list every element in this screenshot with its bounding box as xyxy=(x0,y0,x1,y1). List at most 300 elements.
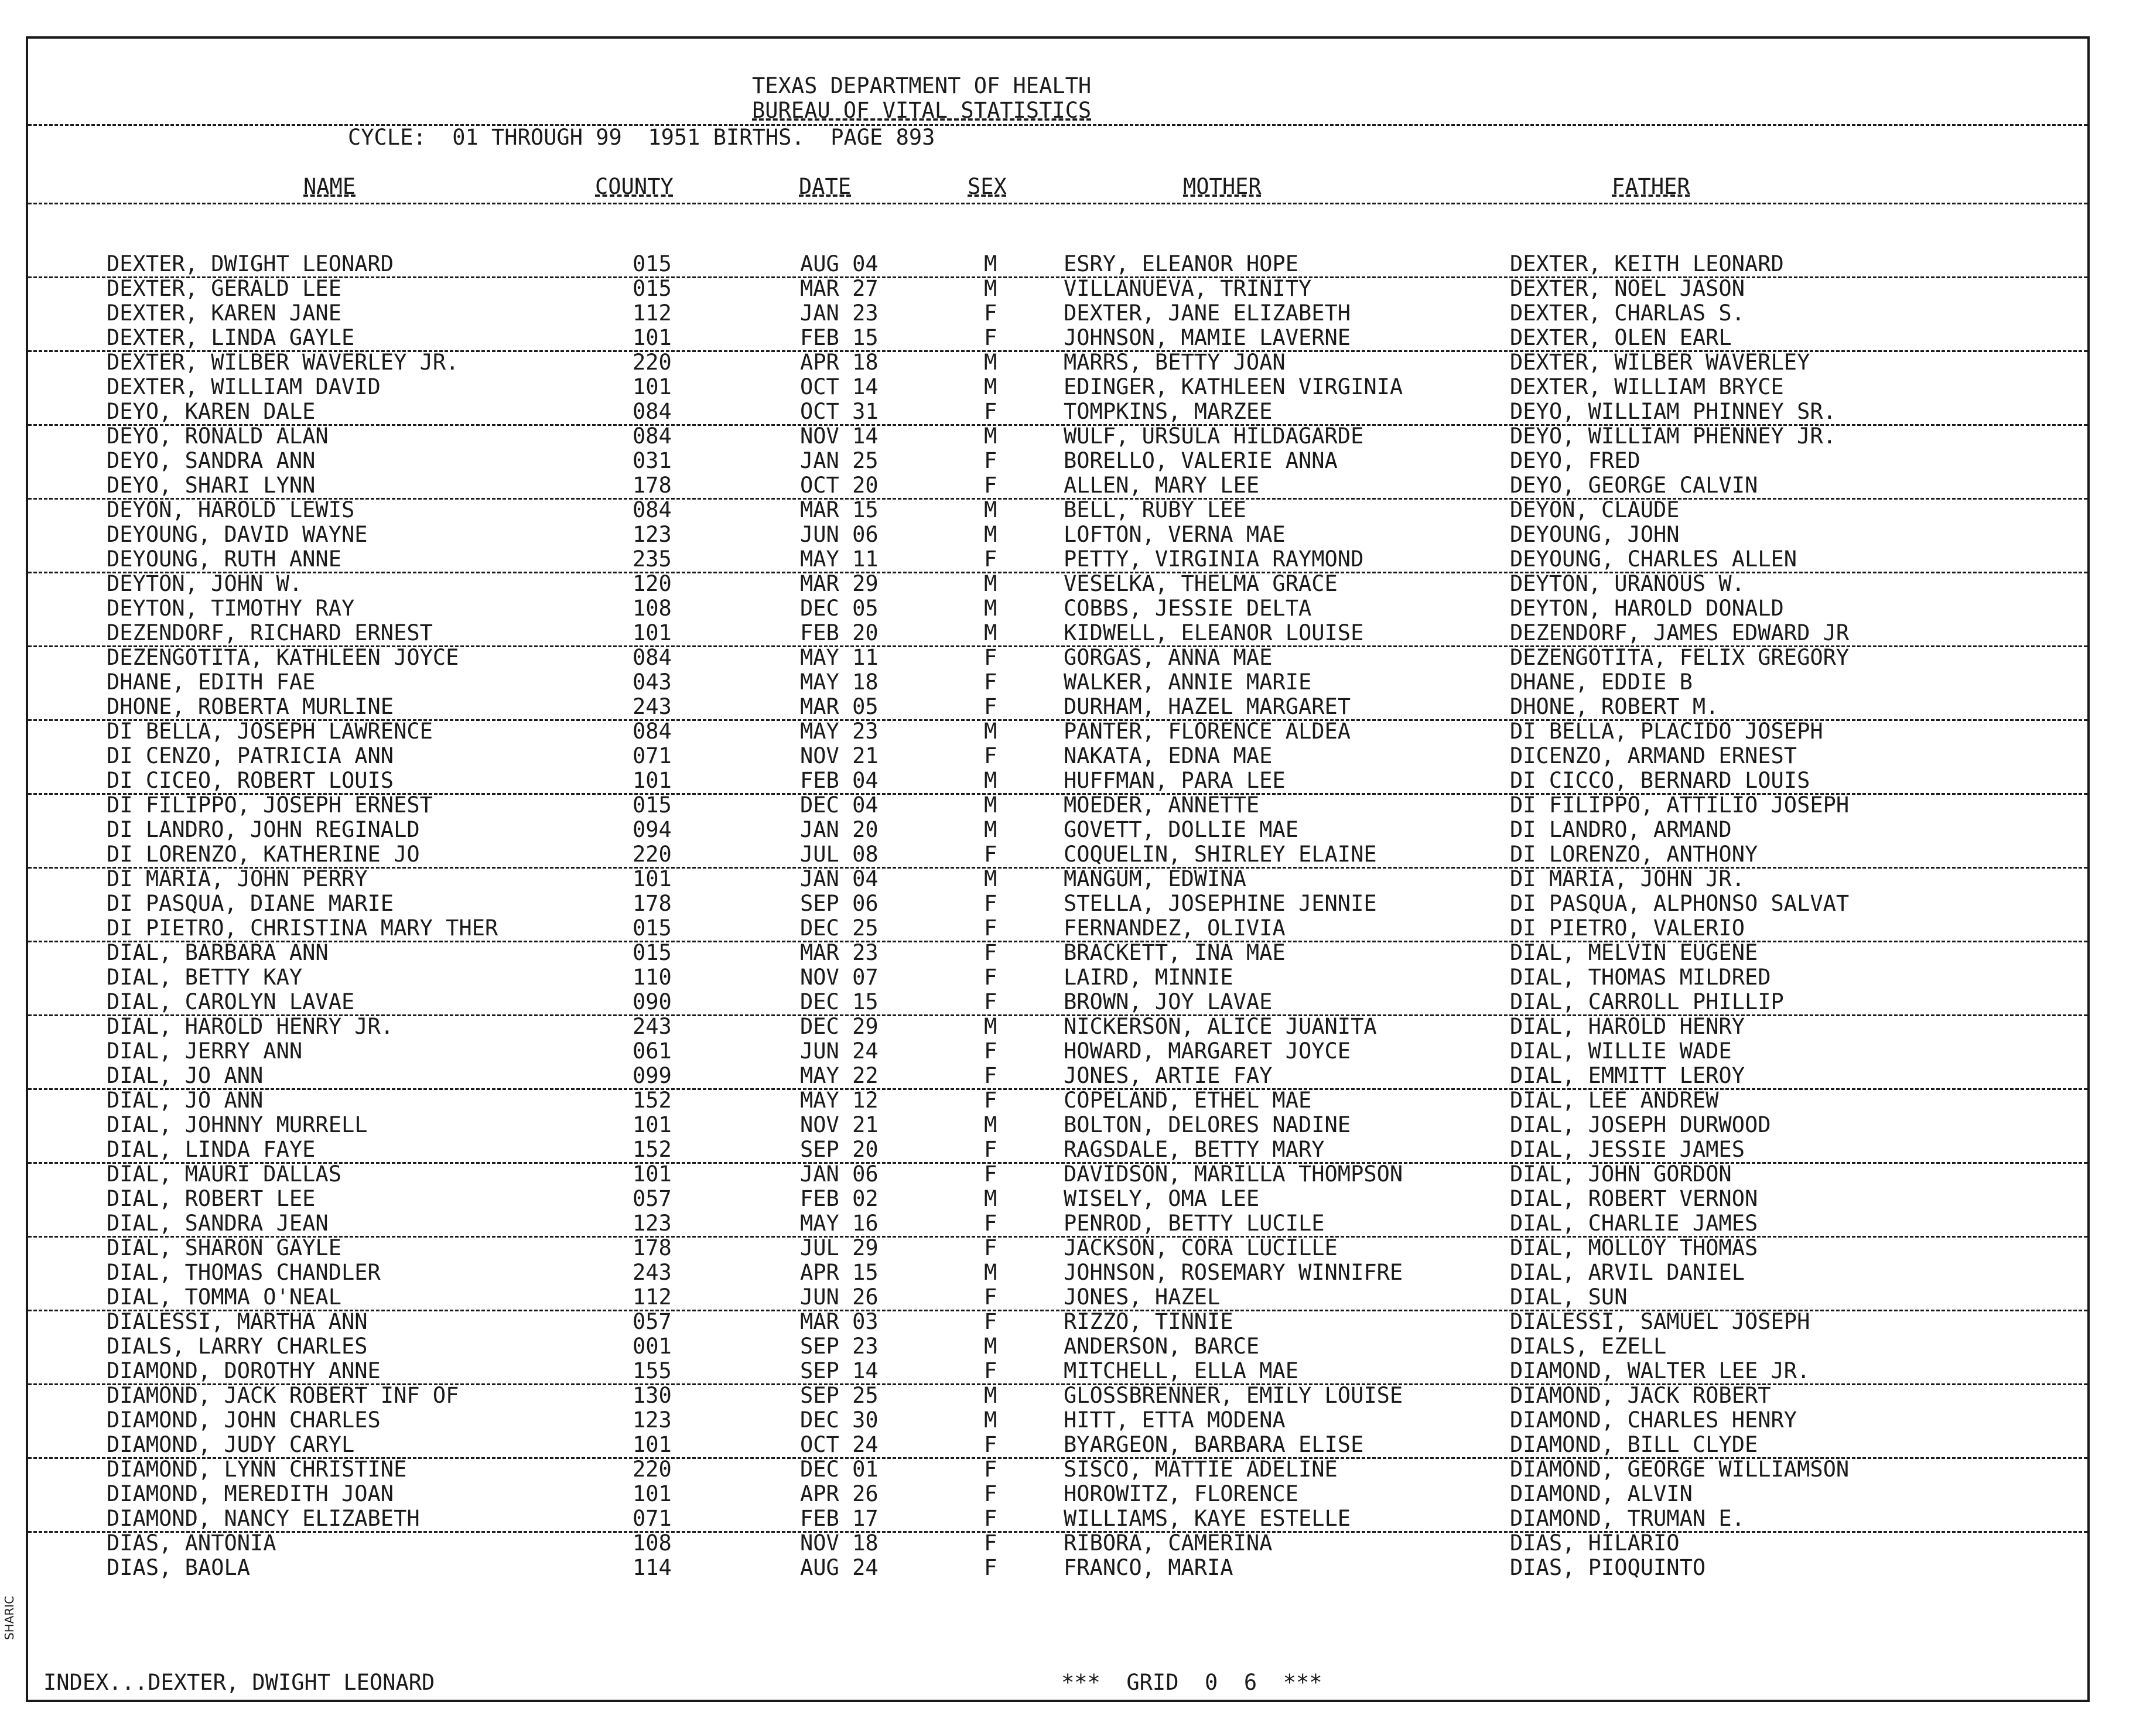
cell-sex: M xyxy=(984,1334,997,1359)
cell-county: 031 xyxy=(633,448,672,473)
cell-father: DIAMOND, WALTER LEE JR. xyxy=(1510,1358,1810,1383)
table-row xyxy=(28,1334,2087,1359)
cell-sex: M xyxy=(984,276,997,301)
cell-sex: M xyxy=(984,1407,997,1433)
table-row xyxy=(28,1506,2087,1533)
cell-mother: JOHNSON, MAMIE LAVERNE xyxy=(1064,325,1351,350)
cell-mother: RIBORA, CAMERINA xyxy=(1064,1530,1273,1556)
cell-mother: NAKATA, EDNA MAE xyxy=(1064,743,1273,768)
column-header-name: NAME xyxy=(303,174,356,199)
cell-father: DIAMOND, CHARLES HENRY xyxy=(1510,1407,1797,1433)
cell-name: DEZENGOTITA, KATHLEEN JOYCE xyxy=(107,645,459,670)
cell-county: 099 xyxy=(633,1063,672,1088)
cell-county: 178 xyxy=(633,891,672,916)
cell-date: MAY 11 xyxy=(800,546,879,572)
cell-date: JUN 26 xyxy=(800,1284,879,1310)
cell-county: 057 xyxy=(633,1309,672,1334)
cell-father: DIAL, CHARLIE JAMES xyxy=(1510,1211,1758,1236)
cell-county: 243 xyxy=(633,1260,672,1285)
cell-date: JUN 06 xyxy=(800,522,879,547)
table-row xyxy=(28,1162,2087,1187)
table-row xyxy=(28,621,2087,647)
cell-sex: F xyxy=(984,1211,997,1236)
cell-county: 015 xyxy=(633,251,672,276)
table-row xyxy=(28,818,2087,842)
cell-mother: LOFTON, VERNA MAE xyxy=(1064,522,1286,547)
cell-county: 178 xyxy=(633,473,672,498)
table-row xyxy=(28,1236,2087,1260)
table-row xyxy=(28,1285,2087,1311)
cell-mother: BELL, RUBY LEE xyxy=(1064,497,1246,522)
cell-name: DEYON, HAROLD LEWIS xyxy=(107,497,355,522)
cell-sex: F xyxy=(984,694,997,719)
cell-name: DIAMOND, MEREDITH JOAN xyxy=(107,1481,394,1506)
cell-county: 220 xyxy=(633,1457,672,1482)
cell-name: DIAL, ROBERT LEE xyxy=(107,1186,316,1211)
table-row xyxy=(28,1457,2087,1482)
cell-mother: JACKSON, CORA LUCILLE xyxy=(1064,1235,1338,1260)
column-header-sex: SEX xyxy=(968,174,1007,199)
cell-sex: F xyxy=(984,300,997,326)
cell-sex: F xyxy=(984,645,997,670)
cell-date: MAY 22 xyxy=(800,1063,879,1088)
cell-father: DEXTER, WILBER WAVERLEY xyxy=(1510,350,1810,375)
cell-mother: HUFFMAN, PARA LEE xyxy=(1064,768,1286,793)
cell-mother: NICKERSON, ALICE JUANITA xyxy=(1064,1014,1377,1039)
column-header-father: FATHER xyxy=(1612,174,1690,199)
table-row xyxy=(28,719,2087,744)
cell-county: 123 xyxy=(633,522,672,547)
cell-mother: GLOSSBRENNER, EMILY LOUISE xyxy=(1064,1383,1403,1408)
cell-name: DEXTER, LINDA GAYLE xyxy=(107,325,355,350)
cell-county: 015 xyxy=(633,792,672,818)
cell-date: MAR 03 xyxy=(800,1309,879,1334)
cell-date: FEB 17 xyxy=(800,1506,879,1531)
cell-mother: BROWN, JOY LAVAE xyxy=(1064,989,1273,1014)
cell-sex: M xyxy=(984,350,997,375)
cell-county: 220 xyxy=(633,350,672,375)
cell-date: JAN 25 xyxy=(800,448,879,473)
table-row xyxy=(28,990,2087,1016)
table-row xyxy=(28,399,2087,426)
cell-date: SEP 06 xyxy=(800,891,879,916)
cell-name: DIAL, SANDRA JEAN xyxy=(107,1211,329,1236)
cell-mother: VESELKA, THELMA GRACE xyxy=(1064,571,1338,596)
cell-name: DIALS, LARRY CHARLES xyxy=(107,1334,368,1359)
cell-name: DI LANDRO, JOHN REGINALD xyxy=(107,817,420,842)
table-row xyxy=(28,1433,2087,1459)
cell-name: DIAS, BAOLA xyxy=(107,1555,251,1580)
report-title-line2: BUREAU OF VITAL STATISTICS xyxy=(752,98,1092,123)
cell-county: 130 xyxy=(633,1383,672,1408)
cell-county: 061 xyxy=(633,1038,672,1064)
cell-father: DIAMOND, ALVIN xyxy=(1510,1481,1693,1506)
cell-county: 015 xyxy=(633,276,672,301)
cell-county: 108 xyxy=(633,596,672,621)
cell-mother: PETTY, VIRGINIA RAYMOND xyxy=(1064,546,1364,572)
cell-father: DEXTER, KEITH LEONARD xyxy=(1510,251,1784,276)
cell-county: 071 xyxy=(633,743,672,768)
cell-sex: F xyxy=(984,842,997,867)
cell-sex: F xyxy=(984,448,997,473)
cell-date: FEB 02 xyxy=(800,1186,879,1211)
cell-sex: M xyxy=(984,1112,997,1137)
cell-date: MAY 16 xyxy=(800,1211,879,1236)
cell-name: DI PASQUA, DIANE MARIE xyxy=(107,891,394,916)
cell-father: DEYO, WILLIAM PHENNEY JR. xyxy=(1510,423,1836,449)
cell-father: DEYO, FRED xyxy=(1510,448,1640,473)
cell-county: 101 xyxy=(633,768,672,793)
table-row xyxy=(28,842,2087,869)
cell-mother: JONES, HAZEL xyxy=(1064,1284,1221,1310)
cell-mother: HOWARD, MARGARET JOYCE xyxy=(1064,1038,1351,1064)
cell-mother: PENROD, BETTY LUCILE xyxy=(1064,1211,1325,1236)
cell-sex: F xyxy=(984,1457,997,1482)
cell-sex: F xyxy=(984,1284,997,1310)
header-rule-top xyxy=(28,124,2087,126)
table-row xyxy=(28,941,2087,965)
cell-sex: M xyxy=(984,522,997,547)
cell-date: FEB 04 xyxy=(800,768,879,793)
cell-name: DIAMOND, NANCY ELIZABETH xyxy=(107,1506,420,1531)
table-row xyxy=(28,891,2087,916)
cell-father: DIAMOND, TRUMAN E. xyxy=(1510,1506,1745,1531)
cell-mother: MOEDER, ANNETTE xyxy=(1064,792,1260,818)
cell-date: SEP 14 xyxy=(800,1358,879,1383)
table-row xyxy=(28,1383,2087,1408)
table-row xyxy=(28,695,2087,721)
cell-father: DI BELLA, PLACIDO JOSEPH xyxy=(1510,719,1823,744)
cell-name: DIAL, MAURI DALLAS xyxy=(107,1161,341,1187)
cell-mother: MITCHELL, ELLA MAE xyxy=(1064,1358,1298,1383)
cell-mother: MANGUM, EDWINA xyxy=(1064,866,1246,891)
cell-date: DEC 25 xyxy=(800,915,879,941)
cell-county: 101 xyxy=(633,620,672,645)
cell-father: DIAL, HAROLD HENRY xyxy=(1510,1014,1745,1039)
cell-mother: FERNANDEZ, OLIVIA xyxy=(1064,915,1286,941)
cell-sex: M xyxy=(984,1186,997,1211)
cell-county: 084 xyxy=(633,399,672,424)
cell-name: DEYOUNG, RUTH ANNE xyxy=(107,546,341,572)
cell-sex: M xyxy=(984,719,997,744)
cell-county: 001 xyxy=(633,1334,672,1359)
cell-name: DHANE, EDITH FAE xyxy=(107,669,316,695)
table-row xyxy=(28,375,2087,399)
cell-sex: F xyxy=(984,1137,997,1162)
cell-name: DI CICEO, ROBERT LOUIS xyxy=(107,768,394,793)
cell-date: JUL 08 xyxy=(800,842,879,867)
table-row xyxy=(28,350,2087,375)
cell-county: 101 xyxy=(633,866,672,891)
cell-father: DI PASQUA, ALPHONSO SALVAT xyxy=(1510,891,1850,916)
cell-sex: F xyxy=(984,1309,997,1334)
report-frame xyxy=(26,36,2090,1702)
table-row xyxy=(28,449,2087,473)
cell-mother: DEXTER, JANE ELIZABETH xyxy=(1064,300,1351,326)
cell-date: MAY 12 xyxy=(800,1088,879,1113)
cell-sex: M xyxy=(984,497,997,522)
cell-sex: F xyxy=(984,1481,997,1506)
cell-county: 120 xyxy=(633,571,672,596)
cell-father: DIAL, WILLIE WADE xyxy=(1510,1038,1732,1064)
cell-date: DEC 15 xyxy=(800,989,879,1014)
table-row xyxy=(28,1039,2087,1064)
cell-name: DIAL, JERRY ANN xyxy=(107,1038,303,1064)
cell-sex: M xyxy=(984,571,997,596)
cell-county: 101 xyxy=(633,1481,672,1506)
cell-county: 015 xyxy=(633,915,672,941)
cell-father: DIALESSI, SAMUEL JOSEPH xyxy=(1510,1309,1810,1334)
cell-sex: F xyxy=(984,1161,997,1187)
cell-mother: ESRY, ELEANOR HOPE xyxy=(1064,251,1298,276)
cell-date: MAY 18 xyxy=(800,669,879,695)
cell-mother: HOROWITZ, FLORENCE xyxy=(1064,1481,1298,1506)
table-row xyxy=(28,424,2087,449)
cell-sex: M xyxy=(984,423,997,449)
cell-date: MAR 05 xyxy=(800,694,879,719)
cell-mother: DURHAM, HAZEL MARGARET xyxy=(1064,694,1351,719)
cell-mother: EDINGER, KATHLEEN VIRGINIA xyxy=(1064,374,1403,399)
cell-mother: RAGSDALE, BETTY MARY xyxy=(1064,1137,1325,1162)
cell-date: DEC 29 xyxy=(800,1014,879,1039)
cell-date: JAN 23 xyxy=(800,300,879,326)
column-header-mother: MOTHER xyxy=(1183,174,1262,199)
cell-mother: DAVIDSON, MARILLA THOMPSON xyxy=(1064,1161,1403,1187)
table-row xyxy=(28,547,2087,573)
cell-county: 178 xyxy=(633,1235,672,1260)
cell-mother: COPELAND, ETHEL MAE xyxy=(1064,1088,1312,1113)
cell-date: NOV 18 xyxy=(800,1530,879,1556)
cell-father: DEZENGOTITA, FELIX GREGORY xyxy=(1510,645,1850,670)
table-row xyxy=(28,1187,2087,1211)
cell-county: 243 xyxy=(633,1014,672,1039)
cell-mother: KIDWELL, ELEANOR LOUISE xyxy=(1064,620,1364,645)
cell-county: 114 xyxy=(633,1555,672,1580)
table-row xyxy=(28,1014,2087,1039)
cell-name: DHONE, ROBERTA MURLINE xyxy=(107,694,394,719)
cell-name: DEXTER, KAREN JANE xyxy=(107,300,341,326)
cell-father: DIAS, HILARIO xyxy=(1510,1530,1680,1556)
cell-date: FEB 20 xyxy=(800,620,879,645)
cell-county: 123 xyxy=(633,1407,672,1433)
cell-county: 090 xyxy=(633,989,672,1014)
cell-sex: M xyxy=(984,792,997,818)
cell-sex: M xyxy=(984,596,997,621)
cell-mother: FRANCO, MARIA xyxy=(1064,1555,1233,1580)
cell-name: DIAL, HAROLD HENRY JR. xyxy=(107,1014,394,1039)
cell-mother: WULF, URSULA HILDAGARDE xyxy=(1064,423,1364,449)
cell-county: 084 xyxy=(633,497,672,522)
table-row xyxy=(28,1137,2087,1164)
cell-father: DI FILIPPO, ATTILIO JOSEPH xyxy=(1510,792,1850,818)
cell-father: DIAS, PIOQUINTO xyxy=(1510,1555,1706,1580)
table-row xyxy=(28,1088,2087,1113)
cell-date: DEC 05 xyxy=(800,596,879,621)
cell-name: DI LORENZO, KATHERINE JO xyxy=(107,842,420,867)
cell-date: APR 15 xyxy=(800,1260,879,1285)
cell-county: 084 xyxy=(633,645,672,670)
cell-name: DEYO, RONALD ALAN xyxy=(107,423,329,449)
cell-mother: WISELY, OMA LEE xyxy=(1064,1186,1260,1211)
cycle-line: CYCLE: 01 THROUGH 99 1951 BIRTHS. PAGE 893 xyxy=(348,125,935,150)
cell-sex: F xyxy=(984,940,997,965)
cell-date: MAY 23 xyxy=(800,719,879,744)
cell-date: DEC 30 xyxy=(800,1407,879,1433)
cell-mother: BORELLO, VALERIE ANNA xyxy=(1064,448,1338,473)
cell-sex: F xyxy=(984,669,997,695)
cell-county: 123 xyxy=(633,1211,672,1236)
cell-father: DEYO, WILLIAM PHINNEY SR. xyxy=(1510,399,1836,424)
table-row xyxy=(28,744,2087,768)
cell-county: 094 xyxy=(633,817,672,842)
cell-mother: MARRS, BETTY JOAN xyxy=(1064,350,1286,375)
cell-date: APR 18 xyxy=(800,350,879,375)
cell-mother: BOLTON, DELORES NADINE xyxy=(1064,1112,1351,1137)
cell-sex: M xyxy=(984,620,997,645)
cell-father: DI CICCO, BERNARD LOUIS xyxy=(1510,768,1810,793)
cell-name: DIAL, JOHNNY MURRELL xyxy=(107,1112,368,1137)
cell-sex: F xyxy=(984,1530,997,1556)
table-row xyxy=(28,793,2087,818)
cell-name: DIAMOND, JUDY CARYL xyxy=(107,1432,355,1457)
cell-date: AUG 04 xyxy=(800,251,879,276)
cell-county: 043 xyxy=(633,669,672,695)
cell-sex: M xyxy=(984,768,997,793)
cell-sex: F xyxy=(984,1555,997,1580)
cell-sex: F xyxy=(984,743,997,768)
cell-date: MAR 29 xyxy=(800,571,879,596)
cell-father: DEXTER, NOEL JASON xyxy=(1510,276,1745,301)
cell-name: DI BELLA, JOSEPH LAWRENCE xyxy=(107,719,433,744)
table-row xyxy=(28,645,2087,670)
cell-father: DIAL, ROBERT VERNON xyxy=(1510,1186,1758,1211)
cell-mother: STELLA, JOSEPHINE JENNIE xyxy=(1064,891,1377,916)
cell-name: DEYO, KAREN DALE xyxy=(107,399,316,424)
cell-county: 112 xyxy=(633,300,672,326)
table-row xyxy=(28,1408,2087,1433)
cell-name: DIAL, JO ANN xyxy=(107,1088,264,1113)
cell-sex: F xyxy=(984,891,997,916)
cell-sex: F xyxy=(984,1358,997,1383)
cell-name: DI MARIA, JOHN PERRY xyxy=(107,866,368,891)
cell-father: DEYTON, URANOUS W. xyxy=(1510,571,1745,596)
cell-name: DEXTER, GERALD LEE xyxy=(107,276,341,301)
cell-county: 084 xyxy=(633,423,672,449)
cell-name: DI CENZO, PATRICIA ANN xyxy=(107,743,394,768)
cell-father: DEYO, GEORGE CALVIN xyxy=(1510,473,1758,498)
cell-father: DEXTER, WILLIAM BRYCE xyxy=(1510,374,1784,399)
cell-sex: M xyxy=(984,866,997,891)
cell-sex: M xyxy=(984,251,997,276)
table-row xyxy=(28,252,2087,278)
cell-mother: BRACKETT, INA MAE xyxy=(1064,940,1286,965)
cell-county: 101 xyxy=(633,1432,672,1457)
table-row xyxy=(28,326,2087,352)
cell-date: FEB 15 xyxy=(800,325,879,350)
cell-date: OCT 20 xyxy=(800,473,879,498)
table-row xyxy=(28,498,2087,522)
cell-father: DIAL, MOLLOY THOMAS xyxy=(1510,1235,1758,1260)
cell-name: DEYTON, JOHN W. xyxy=(107,571,303,596)
cell-sex: F xyxy=(984,1235,997,1260)
cell-father: DIAL, EMMITT LEROY xyxy=(1510,1063,1745,1088)
cell-father: DIAL, LEE ANDREW xyxy=(1510,1088,1719,1113)
cell-sex: F xyxy=(984,1088,997,1113)
table-row xyxy=(28,473,2087,500)
cell-sex: M xyxy=(984,1383,997,1408)
cell-father: DEYOUNG, CHARLES ALLEN xyxy=(1510,546,1797,572)
cell-county: 101 xyxy=(633,1161,672,1187)
table-row xyxy=(28,301,2087,326)
cell-father: DEYTON, HAROLD DONALD xyxy=(1510,596,1784,621)
cell-date: JUL 29 xyxy=(800,1235,879,1260)
cell-date: OCT 24 xyxy=(800,1432,879,1457)
cell-mother: JOHNSON, ROSEMARY WINNIFRE xyxy=(1064,1260,1403,1285)
cell-father: DIAL, ARVIL DANIEL xyxy=(1510,1260,1745,1285)
cell-name: DEYO, SANDRA ANN xyxy=(107,448,316,473)
cell-mother: ANDERSON, BARCE xyxy=(1064,1334,1260,1359)
cell-date: DEC 04 xyxy=(800,792,879,818)
cell-sex: F xyxy=(984,1506,997,1531)
cell-county: 152 xyxy=(633,1137,672,1162)
cell-date: DEC 01 xyxy=(800,1457,879,1482)
cell-name: DIAS, ANTONIA xyxy=(107,1530,276,1556)
cell-mother: HITT, ETTA MODENA xyxy=(1064,1407,1286,1433)
table-row xyxy=(28,1482,2087,1506)
cell-father: DIAL, CARROLL PHILLIP xyxy=(1510,989,1784,1014)
cell-father: DIAMOND, GEORGE WILLIAMSON xyxy=(1510,1457,1850,1482)
table-row xyxy=(28,965,2087,990)
cell-date: MAY 11 xyxy=(800,645,879,670)
column-header-county: COUNTY xyxy=(595,174,674,199)
cell-name: DIALESSI, MARTHA ANN xyxy=(107,1309,368,1334)
cell-father: DIAL, JOSEPH DURWOOD xyxy=(1510,1112,1771,1137)
cell-date: NOV 14 xyxy=(800,423,879,449)
cell-mother: TOMPKINS, MARZEE xyxy=(1064,399,1273,424)
cell-county: 110 xyxy=(633,965,672,990)
cell-county: 220 xyxy=(633,842,672,867)
cell-father: DHONE, ROBERT M. xyxy=(1510,694,1719,719)
cell-name: DI FILIPPO, JOSEPH ERNEST xyxy=(107,792,433,818)
cell-name: DIAL, LINDA FAYE xyxy=(107,1137,316,1162)
cell-date: OCT 31 xyxy=(800,399,879,424)
cell-father: DEYOUNG, JOHN xyxy=(1510,522,1680,547)
cell-county: 015 xyxy=(633,940,672,965)
cell-father: DICENZO, ARMAND ERNEST xyxy=(1510,743,1797,768)
cell-date: JAN 06 xyxy=(800,1161,879,1187)
cell-date: JAN 20 xyxy=(800,817,879,842)
table-row xyxy=(28,276,2087,301)
cell-county: 057 xyxy=(633,1186,672,1211)
cell-date: MAR 15 xyxy=(800,497,879,522)
cell-father: DIALS, EZELL xyxy=(1510,1334,1667,1359)
column-header-date: DATE xyxy=(799,174,852,199)
cell-mother: LAIRD, MINNIE xyxy=(1064,965,1233,990)
cell-name: DEXTER, WILLIAM DAVID xyxy=(107,374,381,399)
cell-date: MAR 27 xyxy=(800,276,879,301)
cell-father: DIAL, MELVIN EUGENE xyxy=(1510,940,1758,965)
cell-county: 243 xyxy=(633,694,672,719)
cell-mother: VILLANUEVA, TRINITY xyxy=(1064,276,1312,301)
cell-county: 152 xyxy=(633,1088,672,1113)
table-row xyxy=(28,572,2087,596)
cell-father: DEZENDORF, JAMES EDWARD JR xyxy=(1510,620,1850,645)
table-row xyxy=(28,1260,2087,1285)
cell-mother: COQUELIN, SHIRLEY ELAINE xyxy=(1064,842,1377,867)
cell-sex: F xyxy=(984,965,997,990)
cell-name: DI PIETRO, CHRISTINA MARY THER xyxy=(107,915,498,941)
cell-sex: F xyxy=(984,399,997,424)
